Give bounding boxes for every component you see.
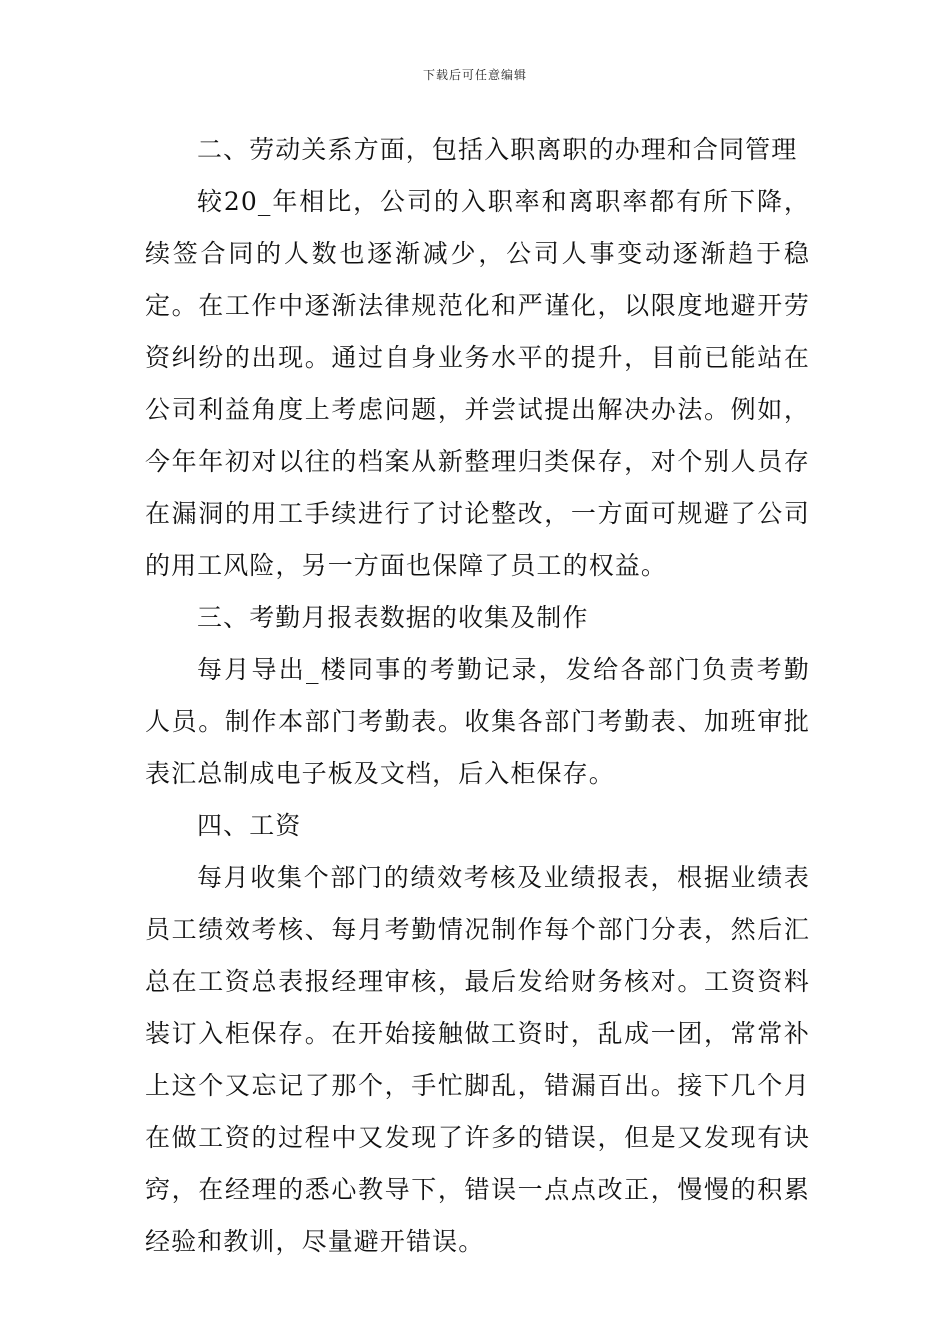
- paragraph-salary: 每月收集个部门的绩效考核及业绩报表，根据业绩表员工绩效考核、每月考勤情况制作每个部门分表，然后汇总在工资总表报经理审核，最后发给财务核对。工资资料装订入柜保存。在开始接触做工资时，乱成一团，常常补上这个又忘记了那个，手忙脚乱，错漏百出。接下几个月在做工资的过程中又发现了许多的错误，但是又发现有诀窍，在经理的悉心教导下，错误一点点改正，慢慢的积累经验和教训，尽量避开错误。: [145, 863, 810, 1256]
- page-header: 下载后可任意编辑: [422, 68, 527, 82]
- section-heading-salary: 四、工资: [197, 811, 302, 840]
- paragraph-attendance: 每月导出_楼同事的考勤记录，发给各部门负责考勤人员。制作本部门考勤表。收集各部门考勤表、加班审批表汇总制成电子板及文档，后入柜保存。: [145, 655, 810, 788]
- paragraph-labor-relations: 较20_年相比，公司的入职率和离职率都有所下降，续签合同的人数也逐渐减少，公司人事变动逐渐趋于稳定。在工作中逐渐法律规范化和严谨化，以限度地避开劳资纠纷的出现。通过自身业务水平的提升，目前已能站在公司利益角度上考虑问题，并尝试提出解决办法。例如，今年年初对以往的档案从新整理归类保存，对个别人员存在漏洞的用工手续进行了讨论整改，一方面可规避了公司的用工风险，另一方面也保障了员工的权益。: [145, 187, 810, 580]
- section-heading-attendance: 三、考勤月报表数据的收集及制作: [197, 603, 589, 632]
- section-heading-labor-relations: 二、劳动关系方面，包括入职离职的办理和合同管理: [197, 135, 798, 164]
- document-body: [145, 124, 810, 1268]
